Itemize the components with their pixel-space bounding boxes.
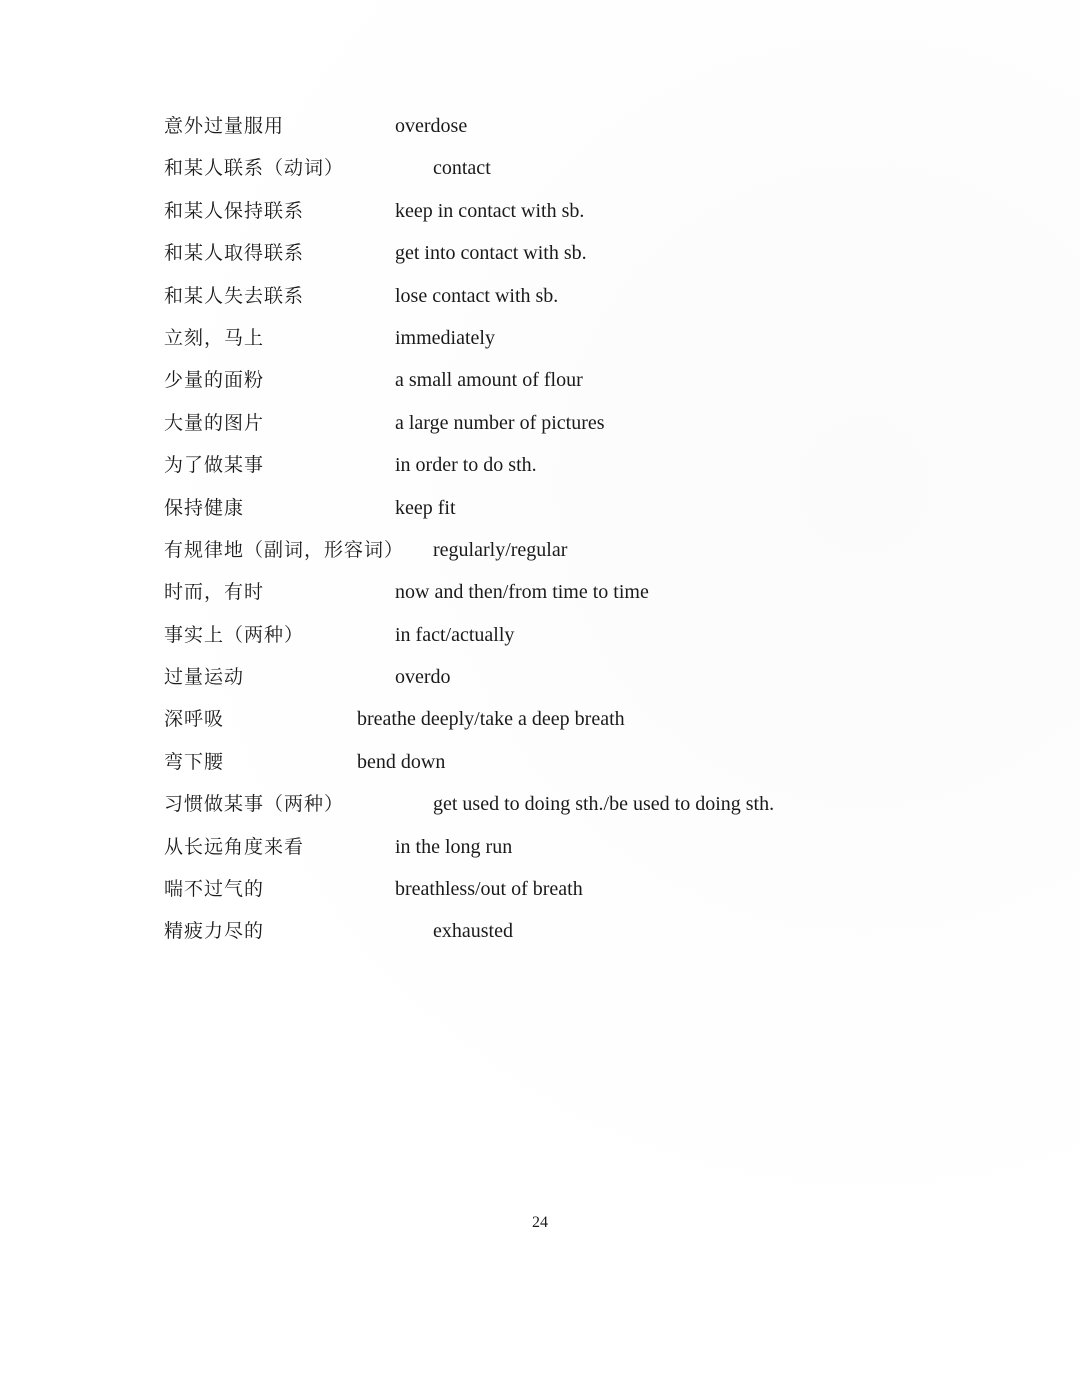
vocab-entry bbox=[0, 444, 1080, 486]
english-phrase: exhausted bbox=[433, 920, 513, 943]
chinese-phrase: 时而，有时 bbox=[164, 581, 265, 604]
vocab-entry bbox=[0, 275, 1080, 317]
chinese-phrase: 保持健康 bbox=[164, 496, 245, 519]
english-phrase: a large number of pictures bbox=[395, 411, 605, 434]
vocabulary-list bbox=[0, 105, 1080, 953]
vocab-entry bbox=[0, 910, 1080, 952]
chinese-phrase: 和某人保持联系 bbox=[164, 199, 305, 222]
chinese-phrase: 过量运动 bbox=[164, 666, 245, 689]
vocab-entry bbox=[0, 656, 1080, 698]
vocab-entry bbox=[0, 571, 1080, 613]
vocab-entry bbox=[0, 232, 1080, 274]
english-phrase: keep in contact with sb. bbox=[395, 199, 585, 222]
chinese-phrase: 和某人取得联系 bbox=[164, 242, 305, 265]
vocab-entry bbox=[0, 614, 1080, 656]
chinese-phrase: 和某人联系（动词） bbox=[164, 157, 345, 180]
english-phrase: contact bbox=[433, 157, 491, 180]
vocab-entry bbox=[0, 826, 1080, 868]
chinese-phrase: 和某人失去联系 bbox=[164, 284, 305, 307]
vocab-entry bbox=[0, 698, 1080, 740]
chinese-phrase: 喘不过气的 bbox=[164, 878, 265, 901]
chinese-phrase: 事实上（两种） bbox=[164, 623, 305, 646]
vocab-entry bbox=[0, 147, 1080, 189]
chinese-phrase: 意外过量服用 bbox=[164, 115, 285, 137]
english-phrase: overdose bbox=[395, 115, 468, 137]
english-phrase: in the long run bbox=[395, 835, 513, 858]
chinese-phrase: 为了做某事 bbox=[164, 454, 265, 477]
chinese-phrase: 少量的面粉 bbox=[164, 369, 265, 392]
english-phrase: a small amount of flour bbox=[395, 369, 583, 392]
vocab-entry bbox=[0, 487, 1080, 529]
vocab-entry bbox=[0, 741, 1080, 783]
english-phrase: in fact/actually bbox=[395, 623, 515, 646]
vocab-entry bbox=[0, 529, 1080, 571]
chinese-phrase: 弯下腰 bbox=[164, 750, 225, 773]
vocab-entry bbox=[0, 105, 1080, 147]
chinese-phrase: 大量的图片 bbox=[164, 411, 265, 434]
page-number: 24 bbox=[532, 1214, 548, 1231]
english-phrase: keep fit bbox=[395, 496, 456, 519]
vocab-entry bbox=[0, 190, 1080, 232]
vocab-entry bbox=[0, 868, 1080, 910]
vocab-entry bbox=[0, 359, 1080, 401]
english-phrase: now and then/from time to time bbox=[395, 581, 649, 604]
chinese-phrase: 习惯做某事（两种） bbox=[164, 793, 345, 816]
english-phrase: overdo bbox=[395, 666, 451, 689]
chinese-phrase: 精疲力尽的 bbox=[164, 920, 265, 943]
english-phrase: immediately bbox=[395, 326, 495, 349]
chinese-phrase: 立刻，马上 bbox=[164, 326, 265, 349]
english-phrase: lose contact with sb. bbox=[395, 284, 559, 307]
vocab-entry bbox=[0, 783, 1080, 825]
chinese-phrase: 从长远角度来看 bbox=[164, 835, 305, 858]
chinese-phrase: 深呼吸 bbox=[164, 708, 225, 731]
english-phrase: regularly/regular bbox=[433, 538, 568, 561]
english-phrase: get used to doing sth./be used to doing sth. bbox=[433, 793, 775, 816]
english-phrase: breathless/out of breath bbox=[395, 878, 583, 901]
english-phrase: get into contact with sb. bbox=[395, 242, 587, 265]
english-phrase: bend down bbox=[357, 750, 446, 773]
english-phrase: breathe deeply/take a deep breath bbox=[357, 708, 625, 731]
vocab-entry bbox=[0, 402, 1080, 444]
vocab-entry bbox=[0, 317, 1080, 359]
chinese-phrase: 有规律地（副词，形容词） bbox=[164, 538, 405, 561]
english-phrase: in order to do sth. bbox=[395, 454, 537, 477]
